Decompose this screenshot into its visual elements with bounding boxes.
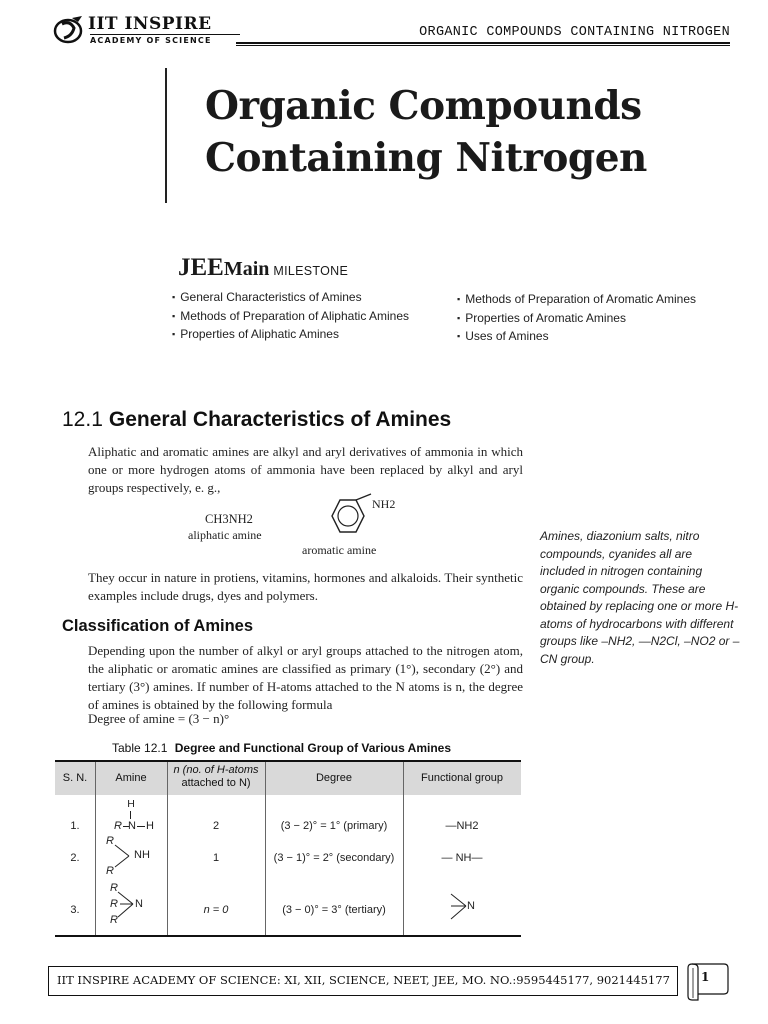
milestone-label-jee: JEE: [178, 254, 224, 281]
row2-degree: (3 − 1)° = 2° (secondary): [273, 852, 395, 864]
header-functional-group: Functional group: [421, 772, 503, 784]
running-title: ORGANIC COMPOUNDS CONTAINING NITROGEN: [419, 25, 730, 40]
atom-label: H: [146, 820, 154, 832]
academy-logo: [52, 12, 242, 48]
section-title: General Characteristics of Amines: [108, 408, 452, 431]
table-column-rule: [95, 762, 96, 935]
row3-sn: 3.: [70, 904, 80, 916]
milestone-item: ▪ Properties of Aromatic Amines: [457, 311, 696, 330]
title-side-rule: [165, 68, 167, 203]
chapter-title-line1: Organic Compounds: [205, 83, 642, 129]
row3-n: n = 0: [203, 904, 229, 916]
atom-label: R: [106, 835, 114, 847]
aliphatic-formula: CH3NH2: [205, 512, 253, 526]
subsection-heading: Classification of Amines: [62, 617, 254, 635]
row2-n: 1: [212, 852, 220, 864]
atom-label: N: [128, 820, 136, 832]
milestone-item: ▪ Properties of Aliphatic Amines: [172, 327, 409, 346]
row1-degree: (3 − 2)° = 1° (primary): [280, 820, 388, 832]
atom-label: R: [110, 882, 118, 894]
row2-sn: 2.: [70, 852, 80, 864]
academy-logo-icon: [52, 14, 88, 46]
table-bottom-rule: [55, 935, 521, 937]
milestone-item: ▪ General Characteristics of Amines: [172, 290, 409, 309]
row1-group: —NH2: [445, 820, 479, 832]
milestone-label-main: Main: [223, 258, 270, 280]
table-caption-title: Degree and Functional Group of Various Amines: [174, 741, 451, 755]
page-number: 1: [701, 970, 710, 984]
aromatic-group: NH2: [372, 497, 396, 511]
table-top-rule: [55, 760, 521, 762]
milestone-item: ▪ Uses of Amines: [457, 329, 696, 348]
margin-note: Amines, diazonium salts, nitro compounds, cyanides all are included in nitrogen containing organic compounds. These are obtained by replacing one or more H-atoms of hydrocarbons with different groups like –NH2, —N2Cl, –NO2 or –CN group.: [540, 529, 740, 666]
header-n-line1: n (no. of H-atoms: [173, 764, 259, 776]
milestone-label: [178, 254, 348, 282]
row2-group: — NH—: [441, 852, 483, 864]
chapter-title: [205, 80, 647, 184]
bond-line: [137, 826, 145, 827]
header-rule: [236, 42, 730, 44]
paragraph-occurrence: They occur in nature in protiens, vitamins, hormones and alkaloids. Their synthetic examples include drugs, dyes and polymers.: [88, 570, 523, 603]
logo-title: IIT INSPIRE: [88, 14, 212, 34]
section-heading: [62, 408, 451, 432]
header-sn: S. N.: [62, 772, 88, 784]
logo-underline: [90, 34, 240, 35]
row3-degree: (3 − 0)° = 3° (tertiary): [282, 904, 386, 916]
footer-banner: [48, 966, 678, 996]
atom-label: NH: [134, 849, 150, 861]
atom-label: R: [110, 914, 118, 926]
logo-subtitle: ACADEMY OF SCIENCE: [90, 36, 212, 45]
bond-lines-icon: [113, 843, 133, 869]
section-number: 12.1: [62, 408, 103, 431]
atom-label: N: [467, 900, 475, 912]
atom-label: H: [127, 798, 135, 810]
milestone-label-milestone: MILESTONE: [273, 264, 349, 278]
header-degree: Degree: [315, 772, 353, 784]
milestone-list-right: [457, 292, 696, 348]
degree-formula: Degree of amine = (3 − n)°: [88, 711, 230, 726]
row1-sn: 1.: [70, 820, 80, 832]
paragraph-classification: Depending upon the number of alkyl or aryl groups attached to the nitrogen atom, the aliphatic or aromatic amines are classified as primary (1°), secondary (2°) and tertiary (3°) amines. If number of H-atoms attached to the N atoms is n, the degree of amines is obtained by the following formula: [88, 643, 523, 712]
header-amine: Amine: [115, 772, 147, 784]
atom-label: R: [106, 865, 114, 877]
footer-text: IIT INSPIRE ACADEMY OF SCIENCE: XI, XII, SCIENCE, NEET, JEE, MO. NO.:9595445177, 9021445177: [57, 973, 670, 987]
header-n-line2: attached to N): [181, 777, 251, 789]
chapter-title-line2: Containing Nitrogen: [205, 135, 647, 181]
aromatic-label: aromatic amine: [302, 543, 377, 557]
atom-label: N: [135, 898, 143, 910]
milestone-item: ▪ Methods of Preparation of Aromatic Amines: [457, 292, 696, 311]
aliphatic-label: aliphatic amine: [188, 528, 262, 542]
milestone-item: ▪ Methods of Preparation of Aliphatic Amines: [172, 309, 409, 328]
table-caption-number: Table 12.1: [112, 741, 168, 755]
bond-line: [130, 811, 131, 819]
table-column-rule: [403, 762, 404, 935]
row1-n: 2: [212, 820, 220, 832]
table-caption: [112, 741, 451, 755]
paragraph-intro: Aliphatic and aromatic amines are alkyl and aryl derivatives of ammonia in which one or more hydrogen atoms of ammonia have been replaced by alkyl and aryl groups respectively, e. g.,: [88, 444, 523, 495]
atom-label: R: [110, 898, 118, 910]
header-rule-thin: [236, 45, 730, 46]
atom-label: R: [114, 820, 122, 832]
amine-table: [55, 760, 521, 938]
milestone-list-left: [172, 290, 409, 346]
